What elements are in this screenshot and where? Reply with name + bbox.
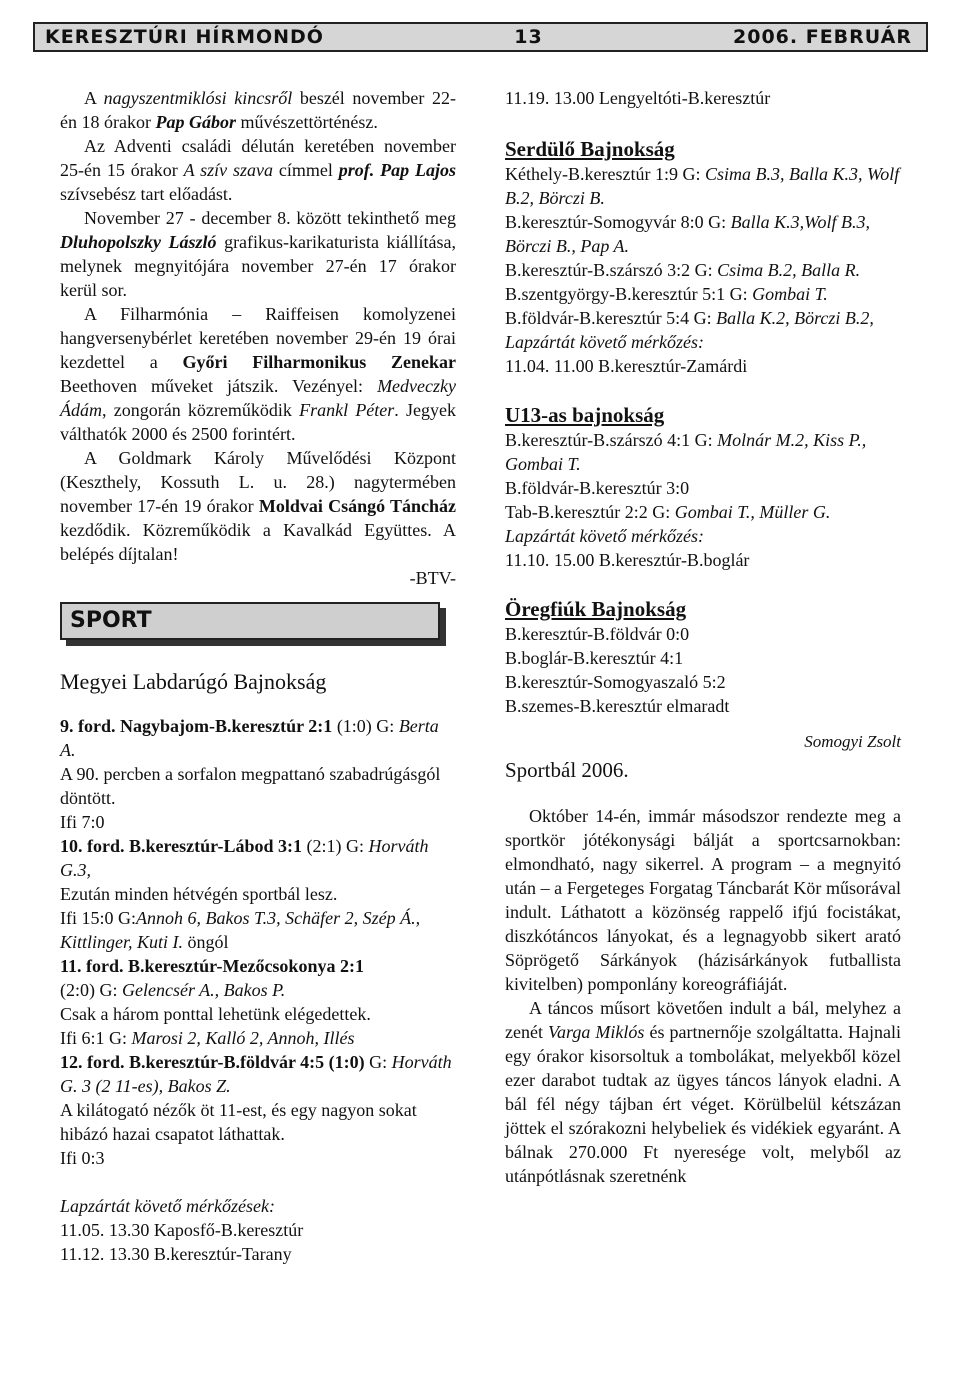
u13-result: Tab-B.keresztúr 2:2 G: Gombai T., Müller G. [505,502,831,522]
oregfiuk-result: B.keresztúr-Somogyaszaló 5:2 [505,672,726,692]
result-round-12: 12. ford. B.keresztúr-B.földvár 4:5 (1:0) G: Horváth G. 3 (2 11-es), Bakos Z. [60,1052,452,1096]
result-note: Csak a három ponttal lehetünk elégedettek. [60,1004,371,1024]
youth-result: Ifi 7:0 [60,812,105,832]
upcoming-match: 11.05. 13.30 Kaposfő-B.keresztúr [60,1220,304,1240]
left-column [60,86,456,1266]
paragraph-advent: Az Adventi családi délután keretében november 25-én 15 órakor A szív szava címmel prof. Pap Lajos szívsebész tart előadást. [60,136,456,204]
sportbal-paragraph-1: Október 14-én, immár másodszor rendezte meg a sportkör jótékonysági bálját a sportcsarnokban: elmondható, nagy sikerrel. A program – a megnyitó után – a Fergeteges Forgatag Táncbarát Kör műsorával indult. Láthatott a közönség rappelő ifjú focistákat, diszkótáncos lányokat, és a legnagyobb sikert arató Söprögető Sárkányok (házisárkányok futballista kivitelben) pomponlány koreográfiáját. [505,806,901,994]
author-signature: Somogyi Zsolt [804,732,901,751]
upcoming-match: 11.19. 13.00 Lengyeltóti-B.keresztúr [505,88,771,108]
serdulo-result: B.szentgyörgy-B.keresztúr 5:1 G: Gombai T. [505,284,828,304]
result-round-9: 9. ford. Nagybajom-B.keresztúr 2:1 (1:0) G: Berta A. [60,716,439,760]
issue-date: 2006. FEBRUÁR [733,26,912,48]
oregfiuk-result: B.boglár-B.keresztúr 4:1 [505,648,684,668]
youth-result: Ifi 6:1 G: Marosi 2, Kalló 2, Annoh, Illés [60,1028,355,1048]
result-scorers: (2:0) G: Gelencsér A., Bakos P. [60,980,286,1000]
youth-result: Ifi 15:0 G:Annoh 6, Bakos T.3, Schäfer 2, Szép Á., Kittlinger, Kuti I. öngól [60,908,421,952]
result-round-10: 10. ford. B.keresztúr-Lábod 3:1 (2:1) G: Horváth G.3, [60,836,429,880]
oregfiuk-result: B.keresztúr-B.földvár 0:0 [505,624,690,644]
publication-title: KERESZTÚRI HÍRMONDÓ [45,26,324,48]
oregfiuk-result: B.szemes-B.keresztúr elmaradt [505,696,730,716]
page-number: 13 [514,26,543,48]
paragraph-kincs: A nagyszentmiklósi kincsről beszél november 22-én 18 órakor Pap Gábor művészettörténész. [60,88,456,132]
sport-section-banner [60,602,446,646]
paragraph-tanchaz: A Goldmark Károly Művelődési Központ (Keszthely, Kossuth L. u. 28.) nagytermében november 17-én 19 órakor Moldvai Csángó Táncház kezdődik. Közreműködik a Kavalkád Együttes. A belépés díjtalan! [60,448,456,564]
result-note: A kilátogató nézők öt 11-est, és egy nagyon sokat hibázó hazai csapatot láthattak. [60,1100,417,1144]
serdulo-result: B.keresztúr-B.szárszó 3:2 G: Csima B.2, Balla R. [505,260,861,280]
match-results [60,714,456,1266]
serdulo-title: Serdülő Bajnokság [505,137,675,161]
result-note: Ezután minden hétvégén sportbál lesz. [60,884,338,904]
right-column [505,86,901,1188]
upcoming-match: 11.10. 15.00 B.keresztúr-B.boglár [505,550,750,570]
result-note: A 90. percben a sorfalon megpattanó szabadrúgásgól döntött. [60,764,441,808]
upcoming-label: Lapzártát követő mérkőzés: [505,332,704,352]
page-header [33,22,928,52]
sport-label: SPORT [60,602,440,640]
serdulo-result: B.keresztúr-Somogyvár 8:0 G: Balla K.3,Wolf B.3, Börczi B., Pap A. [505,212,870,256]
upcoming-match: 11.12. 13.30 B.keresztúr-Tarany [60,1244,292,1264]
upcoming-label: Lapzártát követő mérkőzések: [60,1196,275,1216]
youth-result: Ifi 0:3 [60,1148,105,1168]
u13-result: B.keresztúr-B.szárszó 4:1 G: Molnár M.2, Kiss P., Gombai T. [505,430,867,474]
serdulo-result: Kéthely-B.keresztúr 1:9 G: Csima B.3, Balla K.3, Wolf B.2, Börczi B. [505,164,900,208]
upcoming-label: Lapzártát követő mérkőzés: [505,526,704,546]
paragraph-concert: A Filharmónia – Raiffeisen komolyzenei hangversenybérlet keretében november 29-én 19 órai kezdettel a Győri Filharmonikus Zenekar Beethoven műveket játszik. Vezényel: Medveczky Ádám, zongorán közreműködik Frankl Péter. Jegyek válthatók 2000 és 2500 forintért. [60,304,456,444]
u13-result: B.földvár-B.keresztúr 3:0 [505,478,690,498]
oregfiuk-title: Öregfiúk Bajnokság [505,597,687,621]
sportbal-paragraph-2: A táncos műsort követően indult a bál, melyhez a zenét Varga Miklós és partnernője szolgáltatta. Hajnali egy órakor kisorsoltuk a tombolákat, melyekből közel ezer darabot tudtak az ügyes táncos lányok eladni. A bál fél négy tájban ért véget. Körülbelül kétszázan jöttek el szórakozni helybeliek és vidékiek egyaránt. A bálnak 270.000 Ft nyeresége volt, melyből az utánpótlásnak szeretnénk [505,998,902,1186]
paragraph-exhibition: November 27 - december 8. között tekinthető meg Dluhopolszky László grafikus-karikaturista kiállítása, melynek megnyitójára november 27-én 17 órakor kerül sor. [60,208,456,300]
result-round-11: 11. ford. B.keresztúr-Mezőcsokonya 2:1 [60,956,364,976]
sportbal-title: Sportbál 2006. [505,758,629,782]
serdulo-result: B.földvár-B.keresztúr 5:4 G: Balla K.2, Börczi B.2, [505,308,874,328]
upcoming-match: 11.04. 11.00 B.keresztúr-Zamárdi [505,356,748,376]
u13-title: U13-as bajnokság [505,403,665,427]
league-title: Megyei Labdarúgó Bajnokság [60,669,327,694]
author-signature: -BTV- [409,568,456,588]
